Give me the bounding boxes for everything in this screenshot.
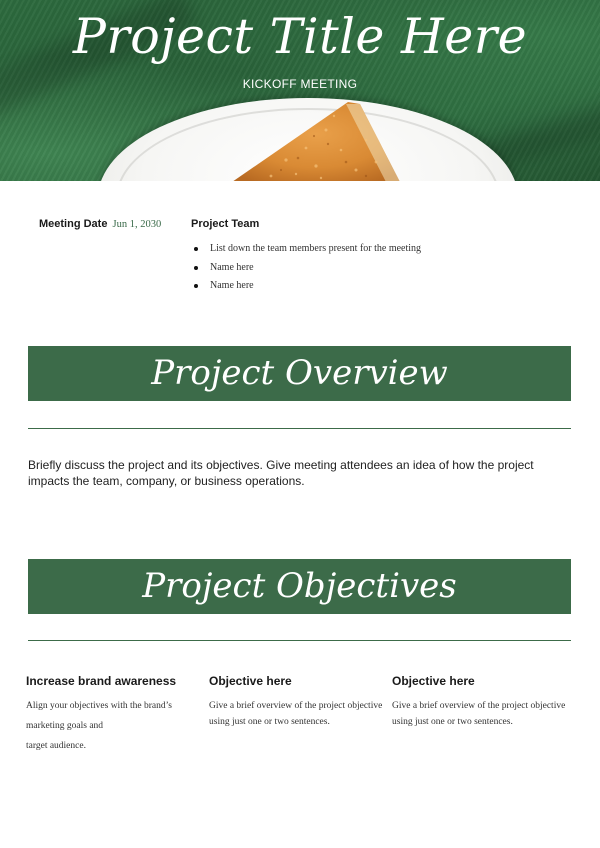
objective-title: Objective here bbox=[392, 674, 475, 688]
meeting-date bbox=[39, 218, 161, 230]
project-team bbox=[191, 218, 571, 299]
objective-description: Give a brief overview of the project objective using just one or two sentences. bbox=[392, 701, 566, 727]
meeting-date-label: Meeting Date bbox=[39, 218, 108, 230]
objective-title: Objective here bbox=[209, 674, 292, 688]
objective-description-line: Align your objectives with the brand’s bbox=[26, 701, 172, 711]
list-item: Name here bbox=[191, 262, 571, 281]
list-item: Name here bbox=[191, 280, 571, 299]
objective-card bbox=[26, 674, 204, 756]
page-subtitle: KICKOFF MEETING bbox=[242, 77, 358, 91]
objective-title: Increase brand awareness bbox=[26, 674, 177, 688]
project-objectives-banner: Project Objectives bbox=[28, 559, 571, 614]
team-member-list bbox=[191, 243, 571, 299]
hero-banner bbox=[0, 0, 600, 181]
objective-card bbox=[392, 674, 570, 730]
section-divider bbox=[28, 640, 571, 641]
page-title: Project Title Here bbox=[72, 8, 528, 65]
cake-slice-image bbox=[226, 100, 406, 181]
list-item: List down the team members present for the meeting bbox=[191, 243, 571, 262]
objective-description-line: marketing goals and bbox=[26, 721, 104, 731]
objective-description bbox=[26, 696, 204, 756]
objective-card bbox=[209, 674, 387, 730]
section-divider bbox=[28, 428, 571, 429]
objective-description: Give a brief overview of the project objective using just one or two sentences. bbox=[209, 701, 383, 727]
objective-description-line: target audience. bbox=[26, 741, 86, 751]
project-overview-text: Briefly discuss the project and its objectives. Give meeting attendees an idea of how the project impacts the team, company, or business operations. bbox=[28, 458, 534, 488]
project-team-heading: Project Team bbox=[191, 218, 260, 230]
meeting-date-value: Jun 1, 2030 bbox=[112, 219, 162, 230]
project-overview-banner: Project Overview bbox=[28, 346, 571, 401]
